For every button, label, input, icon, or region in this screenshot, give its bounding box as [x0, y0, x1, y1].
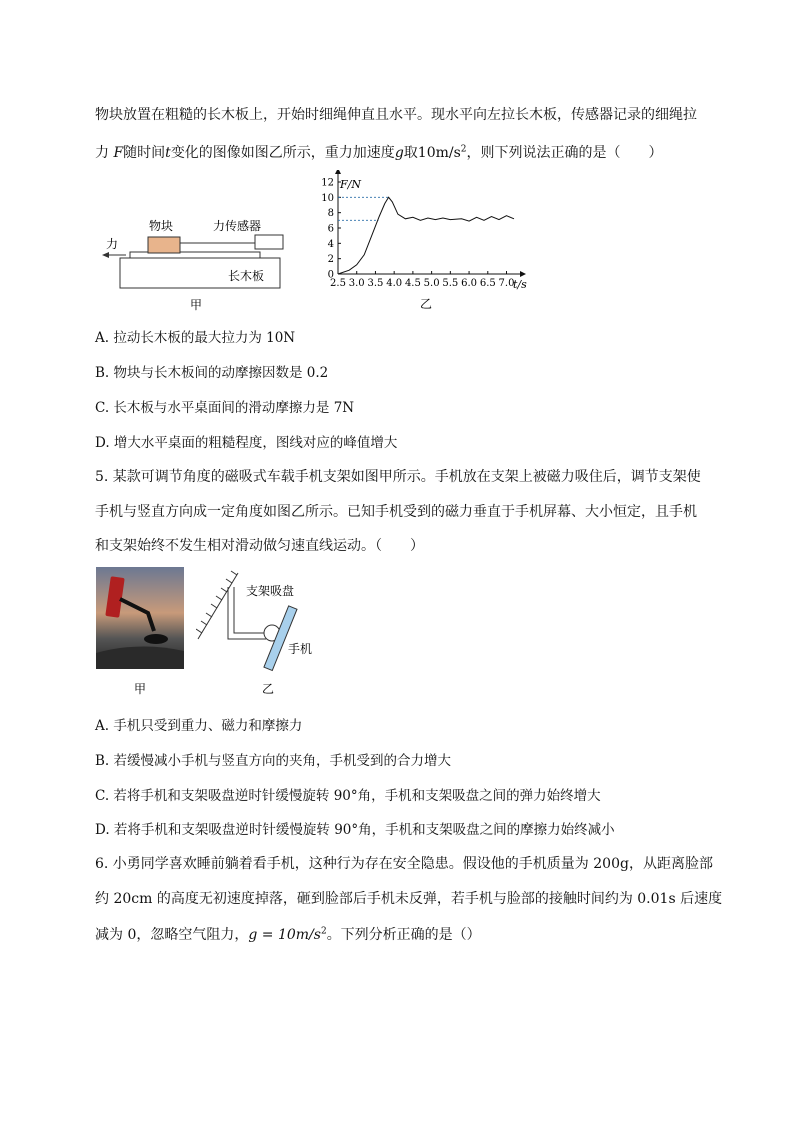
figure-mount-diagram: [196, 567, 326, 702]
x-axis-label: t/s: [513, 278, 527, 291]
x-tick-label: 5.0: [423, 278, 440, 289]
g-value: 10m/s: [417, 145, 461, 161]
q4-option-b[interactable]: B. 物块与长木板间的动摩擦因数是 0.2: [95, 365, 329, 381]
y-tick-label: 4: [327, 238, 334, 250]
x-axis-arrow: [520, 271, 526, 277]
y-tick-label: 8: [327, 208, 334, 220]
q5-option-d[interactable]: D. 若将手机和支架吸盘逆时针缓慢旋转 90°角，手机和支架吸盘之间的摩擦力始终减小: [95, 822, 615, 838]
q4-stem-line1: 物块放置在粗糙的长木板上，开始时细绳伸直且水平。现水平向左拉长木板，传感器记录的细绳拉: [95, 107, 697, 123]
y-axis-label: F/N: [340, 178, 361, 191]
q6-text: 。下列分析正确的是（）: [326, 927, 481, 943]
q6-stem-line3: [95, 924, 481, 944]
x-tick-label: 6.0: [461, 278, 478, 289]
force-sensor: [255, 235, 283, 249]
q4-option-a[interactable]: A. 拉动长木板的最大拉力为 10N: [95, 330, 296, 346]
q5-stem-line3: 和支架始终不发生相对滑动做匀速直线运动。（ ）: [95, 538, 424, 554]
photo-car-mount: [96, 567, 186, 702]
caption-diagram-yi: 乙: [262, 682, 275, 696]
y-tick-label: 0: [327, 269, 334, 281]
q6-stem-line2: 约 20cm 的高度无初速度掉落，砸到脸部后手机未反弹，若手机与脸部的接触时间约为 0.01s 后速度: [95, 891, 723, 907]
q5-option-b[interactable]: B. 若缓慢减小手机与竖直方向的夹角，手机受到的合力增大: [95, 753, 452, 769]
q4-stem-line2: [95, 142, 663, 162]
y-axis-arrow: [335, 170, 341, 174]
q6-text: 减为 0，忽略空气阻力，: [95, 927, 249, 943]
figure-block-board: [100, 210, 290, 314]
label-board: 长木板: [228, 269, 265, 283]
chart-axes: [335, 170, 526, 277]
x-tick-label: 6.5: [479, 278, 496, 289]
hatching: [196, 571, 237, 633]
q6-g-expression: g = 10m/s: [248, 927, 321, 943]
chart-ticks: [321, 178, 514, 290]
x-tick-label: 5.5: [442, 278, 459, 289]
arrow-head: [102, 252, 109, 258]
q4-text: 力: [95, 145, 109, 161]
y-tick-label: 12: [321, 177, 334, 189]
label-phone: 手机: [288, 642, 313, 656]
label-sensor: 力传感器: [213, 219, 262, 233]
q4-text: 随时间: [123, 145, 166, 161]
ft-chart: [310, 170, 540, 315]
x-tick-label: 2.5: [330, 278, 346, 289]
x-tick-label: 4.0: [386, 278, 403, 289]
q5-stem-line2: 手机与竖直方向成一定角度如图乙所示。已知手机受到的磁力垂直于手机屏幕、大小恒定，且手机: [95, 504, 697, 520]
q6-stem-line1: 6. 小勇同学喜欢睡前躺着看手机，这种行为存在安全隐患。假设他的手机质量为 200g，从距离脸部: [95, 856, 713, 872]
y-tick-label: 10: [321, 192, 334, 204]
label-mount: 支架吸盘: [246, 584, 295, 598]
x-tick-label: 7.0: [498, 278, 515, 289]
x-tick-label: 3.5: [367, 278, 384, 289]
var-t: t: [165, 145, 171, 161]
label-block: 物块: [149, 219, 174, 233]
q5-stem-line1: 5. 某款可调节角度的磁吸式车载手机支架如图甲所示。手机放在支架上被磁力吸住后，调节支架使: [95, 469, 701, 485]
chart-reference-lines: [338, 197, 389, 220]
caption-photo-jia: 甲: [134, 682, 147, 696]
q4-text: 变化的图像如图乙所示，重力加速度: [170, 145, 395, 161]
q4-text: 取: [403, 145, 418, 161]
q5-option-a[interactable]: A. 手机只受到重力、磁力和摩擦力: [95, 718, 303, 734]
caption-jia: 甲: [190, 298, 203, 312]
q5-option-c[interactable]: C. 若将手机和支架吸盘逆时针缓慢旋转 90°角，手机和支架吸盘之间的弹力始终增大: [95, 788, 601, 804]
block: [148, 237, 180, 253]
series-line: [338, 197, 514, 274]
q4-option-c[interactable]: C. 长木板与水平桌面间的滑动摩擦力是 7N: [95, 400, 355, 416]
var-F: F: [113, 145, 124, 161]
y-tick-label: 6: [327, 223, 334, 235]
q6-g-exponent: 2: [320, 926, 327, 937]
x-tick-label: 4.5: [404, 278, 421, 289]
q4-text: ，则下列说法正确的是（ ）: [466, 145, 663, 161]
y-tick-label: 2: [327, 254, 334, 266]
q4-option-d[interactable]: D. 增大水平桌面的粗糙程度，图线对应的峰值增大: [95, 435, 398, 451]
label-force: 力: [106, 237, 119, 251]
caption-yi: 乙: [420, 297, 433, 311]
g-exponent: 2: [460, 144, 467, 155]
suction-cup: [144, 634, 168, 644]
x-tick-label: 3.0: [348, 278, 365, 289]
var-g: g: [394, 145, 404, 161]
